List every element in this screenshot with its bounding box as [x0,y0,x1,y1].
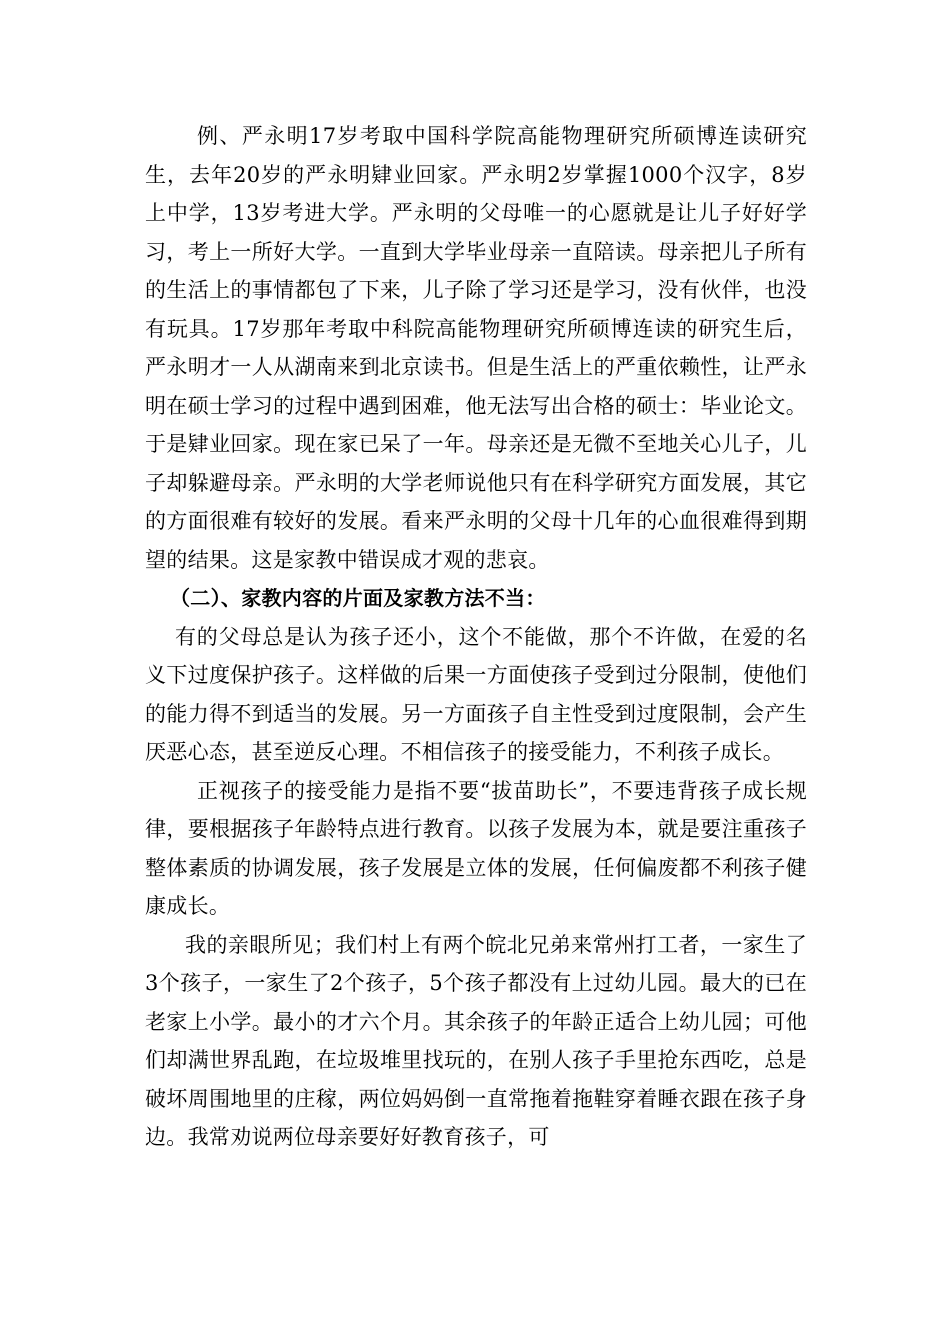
paragraph-acceptance-ability: 正视孩子的接受能力是指不要“拔苗助长”，不要违背孩子成长规律，要根据孩子年龄特点进行教育。以孩子发展为本，就是要注重孩子整体素质的协调发展，孩子发展是立体的发展，任何偏废都不利孩子健康成长。 [145,778,807,918]
paragraph-example-yan-yongming: 例、严永明17岁考取中国科学院高能物理研究所硕博连读研究生，去年20岁的严永明肄业回家。严永明2岁掌握1000个汉字，8岁上中学，13岁考进大学。严永明的父母唯一的心愿就是让儿子好好学习，考上一所好大学。一直到大学毕业母亲一直陪读。母亲把儿子所有的生活上的事情都包了下来，儿子除了学习还是学习，没有伙伴，也没有玩具。17岁那年考取中科院高能物理研究所硕博连读的研究生后，严永明才一人从湖南来到北京读书。但是生活上的严重依赖性，让严永明在硕士学习的过程中遇到困难，他无法写出合格的硕士：毕业论文。于是肄业回家。现在家已呆了一年。母亲还是无微不至地关心儿子，儿子却躲避母亲。严永明的大学老师说他只有在科学研究方面发展，其它的方面很难有较好的发展。看来严永明的父母十几年的心血很难得到期望的结果。这是家教中错误成才观的悲哀。 [145,124,807,572]
document-body [145,117,807,1157]
section-heading: （二）、家教内容的片面及家教方法不当： [170,586,546,610]
paragraph-overprotection: 有的父母总是认为孩子还小，这个不能做，那个不许做，在爱的名义下过度保护孩子。这样做的后果一方面使孩子受到过分限制，使他们的能力得不到适当的发展。另一方面孩子自主性受到过度限制，会产生厌恶心态，甚至逆反心理。不相信孩子的接受能力，不利孩子成长。 [145,624,807,764]
paragraph-personal-observation: 我的亲眼所见；我们村上有两个皖北兄弟来常州打工者，一家生了3个孩子，一家生了2个孩子，5个孩子都没有上过幼儿园。最大的已在老家上小学。最小的才六个月。其余孩子的年龄正适合上幼儿园；可他们却满世界乱跑，在垃圾堆里找玩的，在别人孩子手里抢东西吃，总是破坏周围地里的庄稼，两位妈妈倒一直常拖着拖鞋穿着睡衣跟在孩子身边。我常劝说两位母亲要好好教育孩子，可 [145,932,807,1149]
